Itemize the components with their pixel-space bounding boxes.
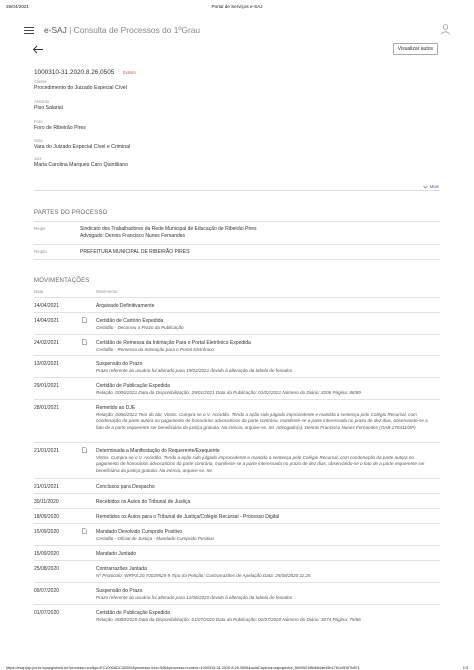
movement-title: Conclusos para Despacho bbox=[96, 484, 155, 490]
table-row bbox=[34, 478, 440, 493]
table-row bbox=[34, 604, 440, 626]
divider bbox=[34, 190, 440, 191]
print-url: https://esaj.tjsp.jus.br/cpopg/show.do?processo.codigo=EC1000ADC30000&processo.foro=506&processo.numero=1000310-31.2020.8.26.0506&uuidCaptcha=sajcaptcha_5b00521f8b664ae49b1761c0f167b871 bbox=[6, 666, 360, 670]
movement-description: Nº Protocolo: WRPS.20.70029525-9 Tipo da Petição: Contrarrazões de Apelação Data: 25/08/2020 11:25 bbox=[96, 572, 311, 578]
movement-description: Certidão - Remessa da Intimação para o Portal Eletrônico bbox=[96, 346, 214, 352]
movements-header bbox=[34, 289, 440, 297]
view-autos-button[interactable]: Visualizar autos bbox=[393, 43, 438, 55]
movement-date: 13/02/2021 bbox=[34, 361, 60, 367]
movement-title: Suspensão do Prazo bbox=[96, 361, 143, 367]
table-row bbox=[34, 523, 440, 545]
movement-date: 15/09/2020 bbox=[34, 551, 60, 557]
field-value: Maria Carolina Marques Caro Quintiliano bbox=[34, 162, 128, 168]
party-name: Sindicato dos Trabalhadores da Rede Municipal de Educação de Ribeirão Pires bbox=[80, 226, 257, 232]
movement-description: Relação: 0006/2021 Teor do ato: Vistos. Cumpra-se o V. Acórdão. Tendo a ação sido julgado improcedente e mantida a sentença pelo Colégio Recursal, com condenação da parte autora no pagamento de honorários advocatícios da parte contrária, manifeste-se a parte interessada no prazo de dez dias, observando-se a fato de a parte requerente ser beneficiária da justiça gratuita. Na inércia, arquive-se. Int. Advogado(s): Dennis Francisco Nunes Fernandes (OAB 276411/SP) bbox=[96, 411, 428, 431]
status-badge: Extinto bbox=[123, 70, 136, 75]
movement-date: 15/09/2020 bbox=[34, 529, 60, 535]
field-label: Assunto bbox=[34, 99, 50, 104]
movement-date: 24/02/2021 bbox=[34, 340, 60, 346]
more-details-link[interactable] bbox=[423, 184, 439, 189]
field-value: Vara do Juizado Especial Cível e Criminal bbox=[34, 144, 131, 150]
column-header-movement: Movimento bbox=[96, 289, 118, 294]
movement-title: Arquivado Definitivamente bbox=[96, 303, 155, 309]
document-icon[interactable] bbox=[82, 339, 87, 345]
table-row bbox=[34, 312, 440, 334]
field-value: Procedimento do Juizado Especial Cível bbox=[34, 85, 127, 91]
party-lawyer: Advogado: Dennis Francisco Nunes Fernandes bbox=[80, 232, 186, 239]
print-date: 28/04/2021 bbox=[6, 4, 29, 9]
divider bbox=[34, 259, 440, 260]
movement-title: Mandado Juntado bbox=[96, 551, 137, 557]
movement-title[interactable]: Certidão de Remessa da Intimação Para o Portal Eletrônico Expedida bbox=[96, 340, 251, 346]
table-row bbox=[34, 399, 440, 442]
table-row bbox=[34, 297, 440, 312]
print-title: Portal de Serviços e-SAJ bbox=[211, 4, 263, 9]
print-page-number: 1/3 bbox=[462, 666, 468, 670]
document-icon[interactable] bbox=[82, 317, 87, 323]
brand-name: e-SAJ bbox=[44, 25, 67, 35]
field-label: Juiz bbox=[34, 156, 42, 161]
movement-date: 29/01/2021 bbox=[34, 383, 60, 389]
movement-title: Remetido ao DJE bbox=[96, 405, 136, 411]
column-header-date: Data bbox=[34, 289, 44, 294]
menu-icon[interactable] bbox=[24, 27, 34, 34]
user-icon[interactable] bbox=[441, 24, 450, 35]
field-label: Foro bbox=[34, 119, 43, 124]
table-row bbox=[34, 545, 440, 560]
field-assunto bbox=[34, 99, 63, 111]
movement-date: 21/01/2021 bbox=[34, 448, 60, 454]
divider bbox=[34, 221, 440, 222]
movement-title: Remetidos os Autos para o Tribunal de Justiça/Colégio Recursal - Processo Digital bbox=[96, 514, 280, 520]
movement-title: Certidão de Publicação Expedida bbox=[96, 610, 170, 616]
parties-title: PARTES DO PROCESSO bbox=[34, 210, 108, 216]
movement-title[interactable]: Determinada a Manifestação do Requerente/Exequente bbox=[96, 448, 220, 454]
movement-date: 25/08/2020 bbox=[34, 566, 60, 572]
movement-date: 21/01/2021 bbox=[34, 484, 60, 490]
table-row bbox=[34, 493, 440, 508]
divider bbox=[34, 244, 440, 245]
table-row bbox=[34, 355, 440, 377]
document-icon[interactable] bbox=[82, 528, 87, 534]
field-value: Piso Salarial bbox=[34, 105, 63, 111]
document-icon[interactable] bbox=[82, 447, 87, 453]
field-label: Vara bbox=[34, 138, 43, 143]
movement-date: 01/07/2020 bbox=[34, 610, 60, 616]
movement-title[interactable]: Certidão de Cartório Expedida bbox=[96, 318, 164, 324]
movement-date: 30/11/2020 bbox=[34, 499, 59, 505]
party-name: PREFEITURA MUNICIPAL DE RIBEIRÃO PIRES bbox=[80, 249, 190, 255]
movement-date: 18/09/2020 bbox=[34, 514, 60, 520]
movement-description: Relação :0006/2021 Data da Disponibilização: 29/01/2021 Data da Publicação: 01/02/2021 Número do Diário: 3206 Página: 86/89 bbox=[96, 389, 361, 395]
field-classe bbox=[34, 79, 127, 91]
table-row bbox=[34, 508, 440, 523]
field-juiz bbox=[34, 156, 128, 168]
movement-date: 14/04/2021 bbox=[34, 303, 60, 309]
back-arrow-icon[interactable] bbox=[32, 45, 44, 54]
movement-date: 28/01/2021 bbox=[34, 405, 60, 411]
movement-description: Certidão - Oficial de Justiça - Mandado Cumprido Positivo bbox=[96, 535, 214, 541]
movement-description: Relação :0089/2020 Data da Disponibilização: 01/07/2020 Data da Publicação: 02/07/2020 Número do Diário: 3074 Página: 75/86 bbox=[96, 616, 361, 622]
chevron-down-icon bbox=[423, 185, 428, 189]
field-foro bbox=[34, 119, 86, 131]
movement-date: 14/04/2021 bbox=[34, 318, 60, 324]
party-role: Reqte bbox=[34, 226, 46, 231]
brand-subtitle: | Consulta de Processos do 1ºGrau bbox=[69, 25, 201, 35]
movement-title[interactable]: Mandado Devolvido Cumprido Positivo bbox=[96, 529, 183, 535]
print-header bbox=[6, 4, 468, 12]
field-label: Classe bbox=[34, 79, 47, 84]
brand[interactable] bbox=[44, 25, 200, 35]
movement-title: Suspensão do Prazo bbox=[96, 588, 143, 594]
table-row bbox=[34, 582, 440, 604]
movement-date: 09/07/2020 bbox=[34, 588, 60, 594]
table-row bbox=[34, 442, 440, 478]
table-row bbox=[34, 377, 440, 399]
movement-description: Vistos. Cumpra-se o V. Acórdão. Tendo a ação sido julgado improcedente e mantida a sentença pelo Colégio Recursal, com condenação da parte autora no pagamento de honorários advocatícios da parte contrária, manifeste-se a parte interessada no prazo de dez dias, observando-se o fato de a parte requerente ser beneficiária da justiça gratuita. Na inércia, arquive-se. Int. bbox=[96, 454, 425, 474]
party-role: Reqdo bbox=[34, 249, 47, 254]
movement-description: Certidão - Decorreu o Prazo da Publicação bbox=[96, 324, 184, 330]
top-bar bbox=[0, 16, 474, 40]
movement-title: Contrarrazões Juntada bbox=[96, 566, 147, 572]
movement-title: Certidão de Publicação Expedida bbox=[96, 383, 170, 389]
movements-list bbox=[34, 297, 440, 626]
more-link-label: Mais bbox=[429, 184, 439, 189]
movement-description: Prazo referente ao usuário foi alterado para 12/08/2020 devido à alteração da tabela de feriados bbox=[96, 594, 293, 600]
field-vara bbox=[34, 138, 130, 150]
field-value: Foro de Ribeirão Pires bbox=[34, 125, 86, 131]
table-row bbox=[34, 334, 440, 355]
process-number: 1000310-31.2020.8.26.0505 bbox=[34, 69, 115, 76]
table-row bbox=[34, 560, 440, 582]
movements-title: MOVIMENTAÇÕES bbox=[34, 278, 90, 284]
movement-title: Recebidos os Autos do Tribunal de Justiça bbox=[96, 499, 191, 505]
movement-description: Prazo referente ao usuário foi alterado para 19/02/2021 devido à alteração da tabela de feriados bbox=[96, 367, 293, 373]
